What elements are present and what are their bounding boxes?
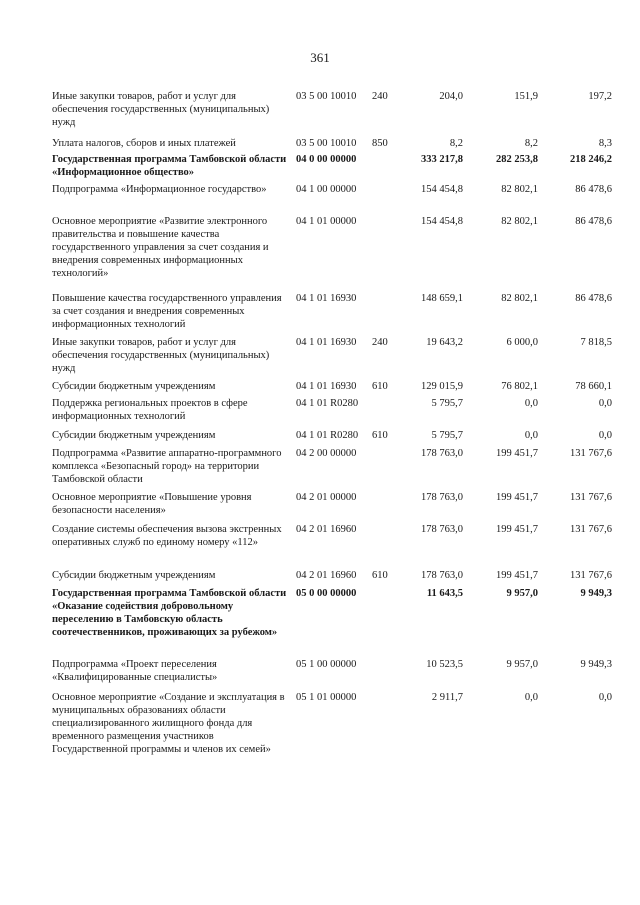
row-value-2: 9 957,0	[506, 588, 538, 599]
row-code: 04 1 01 00000	[296, 216, 357, 227]
row-code: 04 1 01 R0280	[296, 430, 359, 441]
row-value-2: 6 000,0	[506, 337, 538, 348]
row-value-2: 0,0	[524, 692, 538, 703]
row-name: Создание системы обеспечения вызова экстренных оперативных служб по единому номеру «112»	[52, 524, 282, 548]
row-value-2: 282 253,8	[496, 154, 538, 165]
row-value-3: 8,3	[598, 138, 612, 149]
row-code: 04 2 00 00000	[296, 448, 357, 459]
row-name: Субсидии бюджетным учреждениям	[52, 430, 216, 441]
row-value-2: 199 451,7	[496, 492, 538, 503]
row-value-1: 11 643,5	[426, 588, 463, 599]
row-code: 04 1 00 00000	[296, 184, 357, 195]
row-value-2: 82 802,1	[501, 184, 538, 195]
row-name: Поддержка региональных проектов в сфере информационных технологий	[52, 398, 248, 422]
row-value-1: 19 643,2	[426, 337, 463, 348]
row-value-2: 8,2	[524, 138, 538, 149]
row-value-2: 82 802,1	[501, 216, 538, 227]
row-value-2: 76 802,1	[501, 381, 538, 392]
row-name: Основное мероприятие «Развитие электронного правительства и повышение качества государственного управления за счет создания и внедрения современных информационных технологий»	[52, 216, 269, 279]
row-value-1: 5 795,7	[431, 398, 463, 409]
row-value-3: 86 478,6	[575, 293, 612, 304]
row-value-1: 154 454,8	[421, 216, 463, 227]
row-value-1: 10 523,5	[426, 659, 463, 670]
row-name: Иные закупки товаров, работ и услуг для обеспечения государственных (муниципальных) нужд	[52, 337, 270, 374]
row-value-2: 199 451,7	[496, 448, 538, 459]
row-code: 05 1 00 00000	[296, 659, 357, 670]
row-code: 04 2 01 16960	[296, 524, 357, 535]
row-value-2: 0,0	[524, 398, 538, 409]
row-value-3: 131 767,6	[570, 570, 612, 581]
row-value-1: 129 015,9	[421, 381, 463, 392]
row-value-1: 178 763,0	[421, 448, 463, 459]
row-value-1: 178 763,0	[421, 570, 463, 581]
row-value-1: 154 454,8	[421, 184, 463, 195]
row-name: Уплата налогов, сборов и иных платежей	[52, 138, 236, 149]
row-code: 04 0 00 00000	[296, 154, 357, 165]
row-value-3: 7 818,5	[580, 337, 612, 348]
row-value-2: 199 451,7	[496, 570, 538, 581]
row-name: Государственная программа Тамбовской области «Оказание содействия добровольному переселению в Тамбовскую область соотечественников, проживающих за рубежом»	[52, 588, 287, 638]
row-code: 04 2 01 00000	[296, 492, 357, 503]
row-code: 04 2 01 16960	[296, 570, 357, 581]
row-code: 04 1 01 R0280	[296, 398, 359, 409]
row-value-3: 86 478,6	[575, 216, 612, 227]
row-expense-type: 610	[372, 430, 388, 441]
row-value-2: 82 802,1	[501, 293, 538, 304]
row-code: 03 5 00 10010	[296, 91, 357, 102]
row-name: Основное мероприятие «Повышение уровня безопасности населения»	[52, 492, 252, 516]
row-name: Подпрограмма «Развитие аппаратно-программного комплекса «Безопасный город» на территории Тамбовской области	[52, 448, 282, 485]
row-name: Субсидии бюджетным учреждениям	[52, 570, 216, 581]
row-value-3: 131 767,6	[570, 492, 612, 503]
row-code: 05 0 00 00000	[296, 588, 357, 599]
row-value-1: 2 911,7	[431, 692, 463, 703]
row-name: Субсидии бюджетным учреждениям	[52, 381, 216, 392]
row-value-3: 86 478,6	[575, 184, 612, 195]
row-value-3: 0,0	[598, 430, 612, 441]
row-expense-type: 240	[372, 337, 388, 348]
row-name: Иные закупки товаров, работ и услуг для обеспечения государственных (муниципальных) нужд	[52, 91, 270, 128]
row-value-2: 199 451,7	[496, 524, 538, 535]
row-value-2: 9 957,0	[506, 659, 538, 670]
row-value-1: 8,2	[449, 138, 463, 149]
row-value-3: 9 949,3	[580, 588, 612, 599]
row-expense-type: 610	[372, 570, 388, 581]
row-code: 05 1 01 00000	[296, 692, 357, 703]
row-value-1: 178 763,0	[421, 492, 463, 503]
row-name: Подпрограмма «Информационное государство»	[52, 184, 267, 195]
row-expense-type: 850	[372, 138, 388, 149]
row-value-3: 131 767,6	[570, 448, 612, 459]
row-value-3: 218 246,2	[570, 154, 612, 165]
row-value-3: 197,2	[588, 91, 612, 102]
row-name: Подпрограмма «Проект переселения «Квалифицированные специалисты»	[52, 659, 218, 683]
row-code: 04 1 01 16930	[296, 293, 357, 304]
row-code: 04 1 01 16930	[296, 337, 357, 348]
row-value-3: 0,0	[598, 692, 612, 703]
row-value-3: 78 660,1	[575, 381, 612, 392]
row-expense-type: 240	[372, 91, 388, 102]
row-value-3: 0,0	[598, 398, 612, 409]
row-code: 04 1 01 16930	[296, 381, 357, 392]
row-value-1: 5 795,7	[431, 430, 463, 441]
row-value-1: 333 217,8	[421, 154, 463, 165]
row-value-1: 178 763,0	[421, 524, 463, 535]
page-number: 361	[310, 50, 330, 65]
row-value-1: 204,0	[439, 91, 463, 102]
row-value-2: 0,0	[524, 430, 538, 441]
row-name: Повышение качества государственного управления за счет создания и внедрения современных информационных технологий	[52, 293, 282, 330]
row-expense-type: 610	[372, 381, 388, 392]
row-name: Основное мероприятие «Создание и эксплуатация в муниципальных образованиях области специализированного жилищного фонда для временного размещения участников Государственной программы и членов их семей»	[52, 692, 285, 755]
row-value-3: 9 949,3	[580, 659, 612, 670]
row-value-2: 151,9	[514, 91, 538, 102]
row-code: 03 5 00 10010	[296, 138, 357, 149]
row-value-3: 131 767,6	[570, 524, 612, 535]
row-value-1: 148 659,1	[421, 293, 463, 304]
row-name: Государственная программа Тамбовской области «Информационное общество»	[52, 154, 287, 178]
